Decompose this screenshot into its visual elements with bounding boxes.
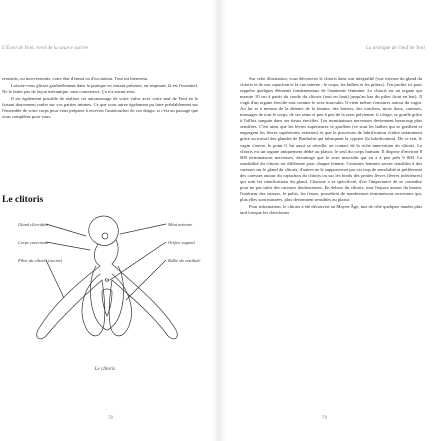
book-gutter xyxy=(212,0,226,441)
left-page xyxy=(0,0,210,441)
right-page xyxy=(226,0,431,441)
anatomy-drawing xyxy=(16,214,206,364)
paragraph: Il est également possible de réaliser cet automassage de votre vulve avec votre œuf de Yoni en le faisant doucement rouler sur vos parties intimes. Ce que vous aurez également pu faire préalablement sur l'ensemble de votre corps pour vous préparer à recevoir l'autotoucher de vos doigts, si c'est un passage que vous complétez pour vous. xyxy=(2,96,198,120)
paragraph: ressentis, ou non-ressentis, votre état d'ennui ou d'excitation. Tout est bienvenu. xyxy=(2,76,149,81)
running-head-right: La pratique de l'œuf de Yoni xyxy=(365,46,425,51)
label-gland: Gland clitoridien xyxy=(18,222,49,227)
running-head-left: L'Éveil de Yoni, éveil de la source sacrée xyxy=(2,46,88,51)
label-meat: Méat urinaire xyxy=(168,222,193,227)
label-orifice: Orifice vaginal xyxy=(168,240,195,245)
label-corps: Corps caverneux xyxy=(18,240,48,245)
left-body-text xyxy=(2,76,198,121)
paragraph: Sur cette illustration, vous découvrez le clitoris dans son intégralité (vue externe du gland du clitoris et de son capuchon et la vue interne : le corps, les bulbes et les piliers). J'en profite ici pour rappeler quelques éléments fondamentaux de l'anatomie féminine. Le clitoris est un organe qui mesure 10 cm à partir du coude du clitoris (tout en haut) jusqu'au bas du pilier (tout en bas). Il s'agit d'un organe érectile tout comme le sexe masculin. Il vient même s'entourer autour du vagin. Au fur et à mesure de la détente de la femme, des baisers, des touchers, mots doux, caresses, massages de tout le corps, de ses seins et peu à peu de la zone pelvienne, il s'érige, se gonfle grâce à l'afflux sanguin dans ses tissus érectiles. Les terminaisons nerveuses deviennent beaucoup plus sensibles. C'est ainsi que les lèvres supérieures se gonflent (ce sont les bulbes qui se gonflent et engorgent les lèvres supérieures externes) et que le processus de lubrification s'initie notamment grâce au travail des glandes de Bartholin qui fabriquent la cyprine (la lubrification). De ce fait, le vagin s'ouvre, le point G lui aussi se réveille, au contact de la riche innervation du clitoris. Le clitoris est un organe uniquement dédié au plaisir, le seul du corps humain. Il dispose d'environ 8 000 terminaisons nerveuses, davantage que le sexe masculin qui en a à peu près 6 000. La sensibilité du clitoris est différente pour chaque femme. Certaines femmes seront sensibles à des caresses sur le gland du clitoris, d'autres ne le supporteront pas car trop de sensibilité et préféreront des caresses autour du capuchon du clitoris ou sur les bords des petites lèvres (lèvres inférieures) qui sont les ramifications du gland. Chacune a sa spécificité, d'où l'importance de se connaître pour ne pas subir des caresses douloureuses. En dehors du clitoris, tout l'espace autour du bassin, l'intérieur des cuisses, le pubis, les fesses, possèdent de nombreuses terminaisons nerveuses qui, plus elles sont massées, plus deviennent sensibles au plaisir. xyxy=(240,76,422,202)
figure-caption: Le clitoris xyxy=(94,367,116,372)
paragraph: Laissez-vous glisser graduellement dans la pratique en restant présente, en respirant, là est l'essentiel. Ne le faites pas de façon mécanique, sans conscience. Ça n'a aucun sens. xyxy=(2,83,198,95)
clitoris-illustration xyxy=(16,214,206,364)
section-title: Le clitoris xyxy=(2,194,44,205)
page-number-left: 78 xyxy=(108,416,113,421)
page-number-right: 79 xyxy=(322,416,327,421)
right-body-text xyxy=(240,76,422,217)
label-bulbe: Bulbe du vestibule xyxy=(168,258,201,263)
label-pilier: Pilier du clitoris (racine) xyxy=(18,258,63,263)
paragraph: Pour information, le clitoris a été découvert au Moyen Âge, mis de côté quelques années plus tard lorsque les chercheurs xyxy=(240,203,422,216)
